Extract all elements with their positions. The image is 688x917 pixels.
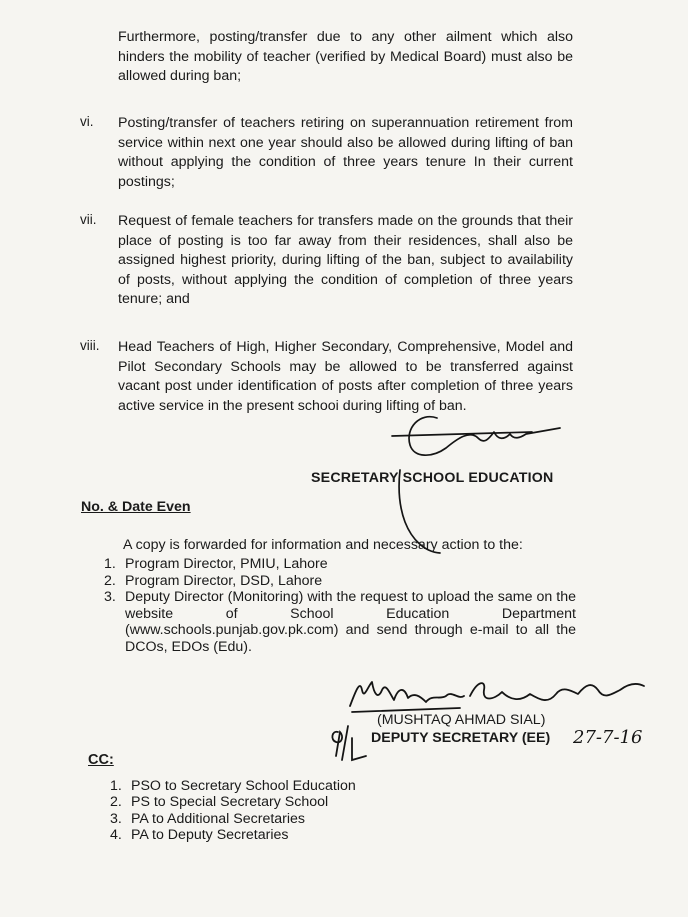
deputy-secretary-name: (MUSHTAQ AHMAD SIAL): [377, 712, 546, 728]
forward-list: [104, 556, 576, 656]
forward-item-text: Program Director, PMIU, Lahore: [125, 556, 328, 572]
clause-vi-text: Posting/transfer of teachers retiring on superannuation retirement from service within next one year should also be allowed during lifting of ban without applying the condition of three years tenure In their current postings;: [118, 115, 573, 190]
cc-item: [110, 778, 356, 794]
initials-mark: [332, 726, 366, 760]
clause-vii-text: Request of female teachers for transfers made on the grounds that their place of posting is too far away from their residences, shall also be assigned highest priority, during lifting of the ban, subject to availability of posts, without applying the condition of completion of three years tenure; and: [118, 213, 573, 308]
deputy-secretary-designation: DEPUTY SECRETARY (EE): [371, 730, 551, 746]
secretary-title: SECRETARY SCHOOL EDUCATION: [311, 470, 554, 486]
cc-item-number: 4.: [110, 826, 122, 843]
clause-numeral-vi: vi.: [80, 114, 94, 129]
cc-item-number: 1.: [110, 778, 122, 794]
forward-item-text: Deputy Director (Monitoring) with the request to upload the same on the website of School Education Department (www.schools.punjab.gov.pk.com) and send through e-mail to all the DCOs, EDOs (Edu).: [125, 589, 576, 655]
forward-item: [104, 556, 576, 573]
handwritten-date: 27-7-16: [573, 727, 643, 748]
clause-continuation: Furthermore, posting/transfer due to any other ailment which also hinders the mobility of teacher (verified by Medical Board) must also be allowed during ban;: [118, 29, 573, 85]
cc-item: [110, 811, 356, 827]
forward-intro: A copy is forwarded for information and necessary action to the:: [123, 537, 523, 553]
reference-no-date: No. & Date Even: [81, 499, 191, 515]
cc-item-text: PSO to Secretary School Education: [131, 778, 356, 794]
cc-item-number: 2.: [110, 794, 122, 811]
cc-list: [110, 778, 356, 843]
clause-viii-text: Head Teachers of High, Higher Secondary, Comprehensive, Model and Pilot Secondary Schools may be allowed to be transferred against vacant post under identification of posts after completion of three years active service in the present schooi during lifting of ban.: [118, 339, 573, 414]
forward-item: [104, 589, 576, 655]
forward-item-number: 2.: [104, 572, 116, 589]
forward-item-number: 1.: [104, 556, 116, 572]
cc-item: [110, 827, 356, 843]
cc-item: [110, 794, 356, 810]
forward-item: [104, 573, 576, 590]
deputy-secretary-signature: [350, 682, 644, 712]
forward-item-text: Program Director, DSD, Lahore: [125, 572, 323, 589]
cc-item-text: PS to Special Secretary School: [131, 794, 329, 811]
cc-item-number: 3.: [110, 810, 122, 827]
cc-item-text: PA to Additional Secretaries: [131, 810, 306, 827]
forward-item-number: 3.: [104, 589, 116, 606]
clause-numeral-vii: vii.: [80, 212, 97, 227]
cc-item-text: PA to Deputy Secretaries: [131, 826, 289, 843]
clause-numeral-viii: viii.: [80, 338, 100, 353]
cc-label: CC:: [88, 752, 114, 768]
